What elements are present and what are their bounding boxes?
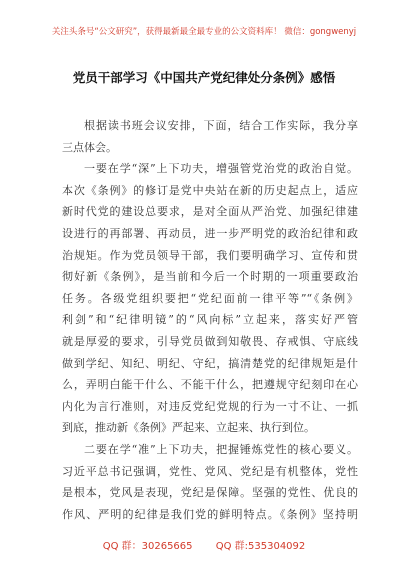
body-line: 新时代党的建设总要求，是对全面从严治党、加强纪律建 <box>62 205 358 219</box>
footer-banner <box>0 537 408 552</box>
body-line: 根据读书班会议安排，下面，结合工作实际，我分享 <box>84 119 358 132</box>
body-line: 内化为言行准则，对违反党纪党规的行为一寸不让、一抓 <box>62 399 358 413</box>
footer-qq-group-1: QQ 群：30265665 <box>102 541 193 552</box>
body-line: 利剑”和“纪律明镜”的“风向标”立起来，落实好严管 <box>62 313 358 327</box>
body-line: 二要在学“准”上下功夫，把握锤炼党性的核心要义。 <box>84 442 358 456</box>
body-line: 就是厚爱的要求，引导党员做到知敬畏、存戒惧、守底线 <box>62 334 358 348</box>
body-line: 习近平总书记强调，党性、党风、党纪是有机整体，党性 <box>62 464 358 478</box>
document-title: 党员干部学习《中国共产党纪律处分条例》感悟 <box>72 70 336 85</box>
body-line: 一要在学“深”上下功夫，增强管党治党的政治自觉。 <box>84 162 358 176</box>
body-line: 本次《条例》的修订是党中央站在新的历史起点上，适应 <box>62 183 358 197</box>
body-line: 是根本，党风是表现，党纪是保障。坚强的党性、优良的 <box>62 486 358 500</box>
body-line: 三点体会。 <box>62 140 117 154</box>
body-line: 么，弄明白能干什么、不能干什么，把遵规守纪刻印在心 <box>62 378 358 392</box>
body-line: 做到学纪、知纪、明纪、守纪，搞清楚党的纪律规矩是什 <box>62 356 358 370</box>
document-body <box>62 115 358 525</box>
body-line: 作风、严明的纪律是我们党的鲜明特点。《条例》坚持明 <box>62 507 358 521</box>
body-line: 彻好新《条例》，是当前和今后一个时期的一项重要政治 <box>62 270 358 284</box>
body-line: 设进行的再部署、再动员，进一步严明党的政治纪律和政 <box>62 226 358 240</box>
footer-qq-group-2: QQ 群:535304092 <box>215 541 306 552</box>
body-line: 到底，推动新《条例》严起来、立起来、执行到位。 <box>62 421 315 435</box>
body-line: 治规矩。作为党员领导干部，我们要明确学习、宣传和贯 <box>62 248 358 262</box>
header-banner: 关注头条号“公文研究”，获得最新最全最专业的公文资料库！ 微信：gongwenyj <box>51 27 357 37</box>
body-line: 任务。各级党组织要把“党纪面前一律平等”“《条例》 <box>62 291 358 305</box>
